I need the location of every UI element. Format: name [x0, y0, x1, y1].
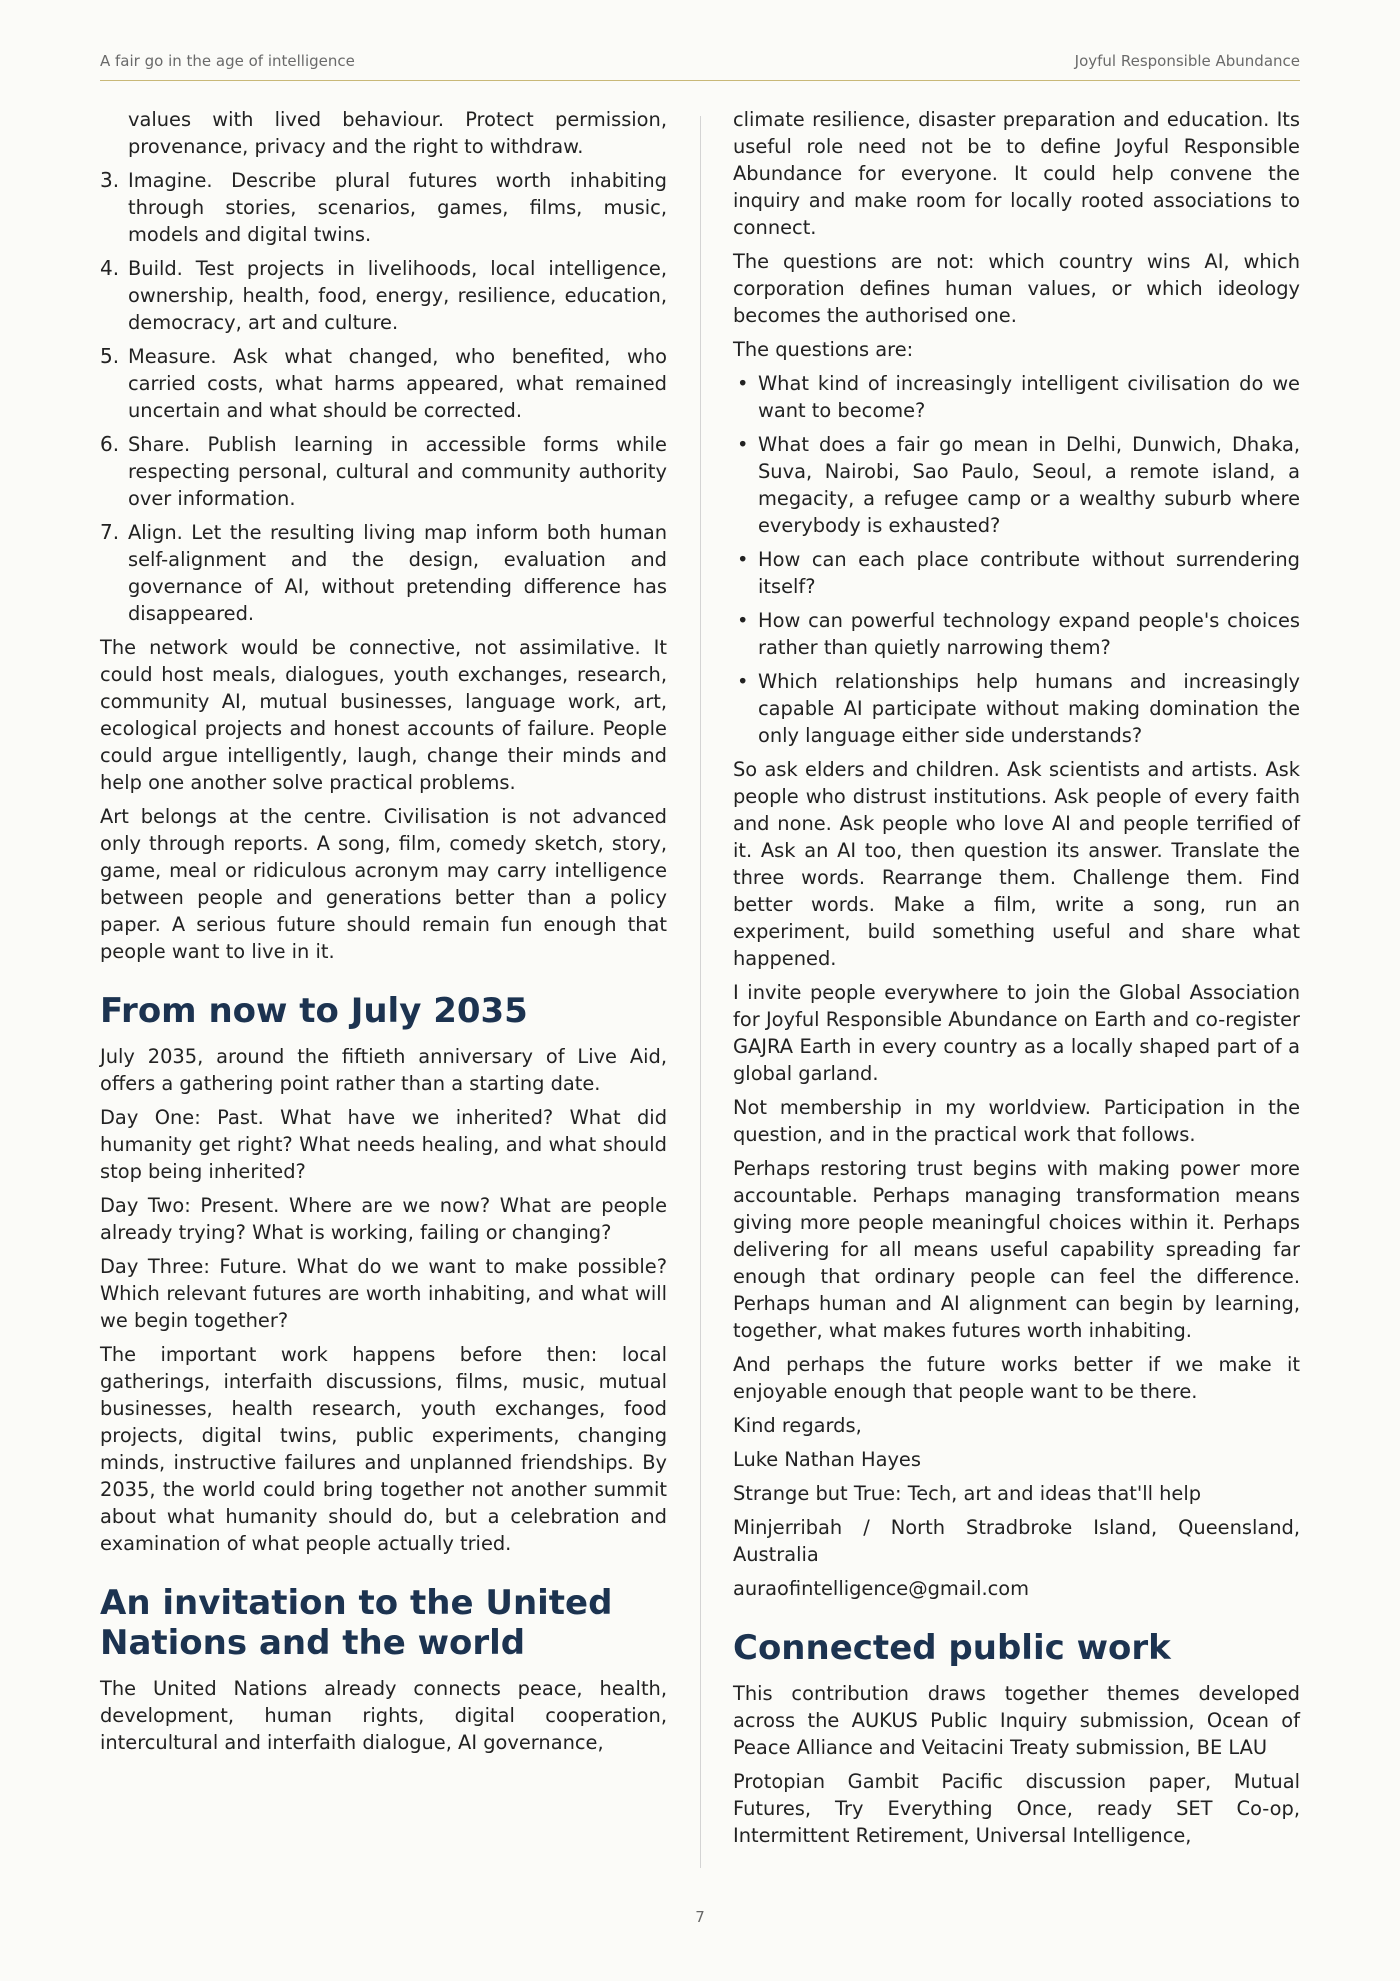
paragraph: So ask elders and children. Ask scientists and artists. Ask people who distrust institutions. Ask people of every faith and none. Ask people who love AI and people terrified of it. Ask an AI too, then question its answer. Translate the three words. Rearrange them. Challenge them. Find better words. Make a film, write a song, run an experiment, build something useful and share what happened.	[733, 758, 1300, 970]
paragraph: Not membership in my worldview. Participation in the question, and in the practical work that follows.	[733, 1096, 1300, 1146]
paragraph: This contribution draws together themes developed across the AUKUS Public Inquiry submission, Ocean of Peace Alliance and Veitacini Treaty submission, BE LAU	[733, 1682, 1300, 1759]
list-text: Measure. Ask what changed, who benefited, who carried costs, what harms appeared, what remained uncertain and what should be corrected.	[128, 345, 667, 422]
bullet-text: How can powerful technology expand people's choices rather than quietly narrowing them?	[758, 609, 1300, 659]
bullet-text: How can each place contribute without surrendering itself?	[758, 548, 1300, 598]
paragraph: The network would be connective, not assimilative. It could host meals, dialogues, youth exchanges, research, community AI, mutual businesses, language work, art, ecological projects and honest accounts of failure. People could argue intelligently, laugh, change their minds and help one another solve practical problems.	[100, 636, 667, 794]
paragraph: The United Nations already connects peace, health, development, human rights, digital cooperation, intercultural and interfaith dialogue, AI governance,	[100, 1677, 667, 1754]
bullet-item	[733, 370, 1300, 424]
author-name: Luke Nathan Hayes	[733, 1448, 921, 1471]
list-item	[100, 255, 667, 336]
page-number: 7	[695, 1908, 705, 1926]
right-column	[733, 106, 1300, 1856]
bullet-item	[733, 431, 1300, 539]
paragraph: And perhaps the future works better if we make it enjoyable enough that people want to be there.	[733, 1353, 1300, 1403]
list-text: Share. Publish learning in accessible forms while respecting personal, cultural and community authority over information.	[128, 433, 667, 510]
paragraph: Day Three: Future. What do we want to make possible? Which relevant futures are worth inhabiting, and what will we begin together?	[100, 1255, 667, 1332]
paragraph: Perhaps restoring trust begins with making power more accountable. Perhaps managing transformation means giving more people meaningful choices within it. Perhaps delivering for all means useful capability spreading far enough that ordinary people can feel the difference. Perhaps human and AI alignment can begin by learning, together, what makes futures worth inhabiting.	[733, 1157, 1300, 1342]
running-header	[100, 50, 1300, 81]
bullet-icon: •	[737, 548, 749, 571]
paragraph: July 2035, around the fiftieth anniversary of Live Aid, offers a gathering point rather than a starting date.	[100, 1045, 667, 1095]
list-number: 7.	[100, 520, 120, 544]
paragraph: climate resilience, disaster preparation and education. Its useful role need not be to define Joyful Responsible Abundance for everyone. It could help convene the inquiry and make room for locally rooted associations to connect.	[733, 108, 1300, 239]
column-divider	[700, 116, 701, 1868]
list-item-continued: values with lived behaviour. Protect permission, provenance, privacy and the right to withdraw.	[128, 108, 667, 158]
list-item	[100, 167, 667, 248]
paragraph: I invite people everywhere to join the Global Association for Joyful Responsible Abundance on Earth and co-register GAJRA Earth in every country as a locally shaped part of a global garland.	[733, 981, 1300, 1085]
bullet-text: Which relationships help humans and increasingly capable AI participate without making domination the only language either side understands?	[758, 670, 1300, 747]
header-title: A fair go in the age of intelligence	[100, 52, 355, 70]
paragraph: Day One: Past. What have we inherited? What did humanity get right? What needs healing, and what should stop being inherited?	[100, 1106, 667, 1183]
list-number: 5.	[100, 344, 120, 368]
list-item	[100, 431, 667, 512]
bullet-text: What does a fair go mean in Delhi, Dunwich, Dhaka, Suva, Nairobi, Sao Paulo, Seoul, a remote island, a megacity, a refugee camp or a wealthy suburb where everybody is exhausted?	[758, 433, 1300, 537]
list-item	[100, 519, 667, 627]
header-series: Joyful Responsible Abundance	[1074, 52, 1300, 70]
author-tagline: Strange but True: Tech, art and ideas that'll help	[733, 1482, 1202, 1505]
left-column	[100, 106, 667, 1763]
bullet-item	[733, 607, 1300, 661]
list-number: 4.	[100, 256, 120, 280]
section-heading-invitation: An invitation to the United Nations and the world	[100, 1583, 613, 1663]
bullet-item	[733, 668, 1300, 749]
questions-list	[733, 370, 1300, 749]
paragraph: The questions are not: which country wins AI, which corporation defines human values, or which ideology becomes the authorised one.	[733, 250, 1300, 327]
section-heading-2035: From now to July 2035	[100, 991, 528, 1031]
list-item	[100, 343, 667, 424]
list-text: Align. Let the resulting living map inform both human self-alignment and the design, evaluation and governance of AI, without pretending difference has disappeared.	[128, 521, 667, 625]
bullet-item	[733, 546, 1300, 600]
author-email: auraofintelligence@gmail.com	[733, 1577, 1030, 1600]
paragraph: Art belongs at the centre. Civilisation is not advanced only through reports. A song, film, comedy sketch, story, game, meal or ridiculous acronym may carry intelligence between people and generations better than a policy paper. A serious future should remain fun enough that people want to live in it.	[100, 805, 667, 963]
bullet-icon: •	[737, 670, 749, 693]
numbered-list	[100, 167, 667, 627]
sign-off: Kind regards,	[733, 1414, 862, 1437]
list-number: 3.	[100, 168, 120, 192]
bullet-text: What kind of increasingly intelligent civilisation do we want to become?	[758, 372, 1300, 422]
list-text: Imagine. Describe plural futures worth inhabiting through stories, scenarios, games, films, music, models and digital twins.	[128, 169, 667, 246]
author-location: Minjerribah / North Stradbroke Island, Queensland, Australia	[733, 1516, 1300, 1566]
section-heading-connected-work: Connected public work	[733, 1628, 1171, 1668]
bullet-icon: •	[737, 609, 749, 632]
paragraph: Day Two: Present. Where are we now? What are people already trying? What is working, failing or changing?	[100, 1194, 667, 1244]
paragraph: The questions are:	[733, 338, 914, 361]
bullet-icon: •	[737, 372, 749, 395]
list-text: Build. Test projects in livelihoods, local intelligence, ownership, health, food, energy, resilience, education, democracy, art and culture.	[128, 257, 667, 334]
bullet-icon: •	[737, 433, 749, 456]
paragraph: The important work happens before then: local gatherings, interfaith discussions, films, music, mutual businesses, health research, youth exchanges, food projects, digital twins, public experiments, changing minds, instructive failures and unplanned friendships. By 2035, the world could bring together not another summit about what humanity should do, but a celebration and examination of what people actually tried.	[100, 1343, 667, 1555]
paragraph: Protopian Gambit Pacific discussion paper, Mutual Futures, Try Everything Once, ready SET Co-op, Intermittent Retirement, Universal Intelligence,	[733, 1770, 1300, 1847]
list-number: 6.	[100, 432, 120, 456]
